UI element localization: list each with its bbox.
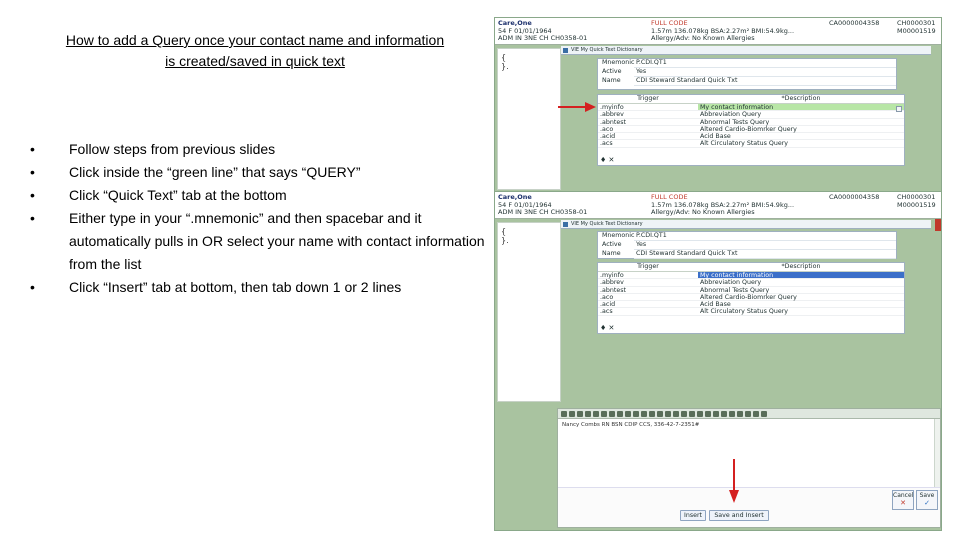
active-field[interactable]: Yes bbox=[634, 241, 896, 250]
mnemonic-field[interactable]: P.CDI.QT1 bbox=[634, 232, 896, 241]
quick-text-list bbox=[597, 262, 905, 334]
document-pane[interactable]: { }. bbox=[497, 222, 561, 402]
save-check-icon: ✓ bbox=[924, 499, 930, 507]
scroll-button[interactable] bbox=[896, 106, 902, 112]
toolbar-button-icon[interactable] bbox=[657, 411, 663, 417]
signature-text[interactable]: Nancy Combs RN BSN CDIP CCS, 336-42-7-2351# bbox=[562, 422, 700, 428]
toolbar-button-icon[interactable] bbox=[593, 411, 599, 417]
patient-header: Care,One 54 F 01/01/1964 ADM IN 3NE CH CH0358-01 FULL CODE 1.57m 136.078kg BSA:2.27m² BMI:54.9kg... Allergy/Adv: No Known Allergies CA0000004358 CH0000301 M00001519 bbox=[495, 192, 941, 219]
toolbar-button-icon[interactable] bbox=[737, 411, 743, 417]
list-row[interactable]: .acs Alt Circulatory Status Query bbox=[598, 308, 904, 315]
toolbar-button-icon[interactable] bbox=[673, 411, 679, 417]
list-row[interactable]: .abntest Abnormal Tests Query bbox=[598, 119, 904, 126]
save-button[interactable]: Save ✓ bbox=[916, 490, 938, 510]
toolbar-button-icon[interactable] bbox=[753, 411, 759, 417]
slide-title-line-1: How to add a Query once your contact name and information bbox=[65, 32, 445, 48]
name-field[interactable]: CDI Steward Standard Quick Txt bbox=[634, 250, 896, 259]
list-row[interactable]: .abbrev Abbreviation Query bbox=[598, 111, 904, 118]
quick-text-form: Mnemonic P.CDI.QT1 Active Yes Name CDI Steward Standard Quick Txt bbox=[597, 231, 897, 259]
save-and-insert-button[interactable]: Save and Insert bbox=[709, 510, 769, 521]
list-row[interactable]: .acid Acid Base bbox=[598, 301, 904, 308]
ehr-screenshot-1 bbox=[494, 17, 942, 193]
toolbar-button-icon[interactable] bbox=[577, 411, 583, 417]
slide-title-line-2: is created/saved in quick text bbox=[165, 53, 345, 69]
text-editor[interactable] bbox=[557, 408, 941, 528]
trigger-column-header[interactable]: Trigger bbox=[637, 95, 659, 102]
toolbar-button-icon[interactable] bbox=[625, 411, 631, 417]
instruction-item: • Click “Insert” tab at bottom, then tab down 1 or 2 lines bbox=[30, 279, 402, 295]
app-icon bbox=[563, 48, 568, 53]
toolbar-button-icon[interactable] bbox=[713, 411, 719, 417]
mnemonic-field[interactable]: P.CDI.QT1 bbox=[634, 59, 896, 68]
instruction-item: • Either type in your “.mnemonic” and then spacebar and it automatically pulls in OR select your name with contact information from the list bbox=[30, 210, 485, 272]
toolbar-button-icon[interactable] bbox=[721, 411, 727, 417]
list-row[interactable]: .abbrev Abbreviation Query bbox=[598, 279, 904, 286]
active-field[interactable]: Yes bbox=[634, 68, 896, 77]
instruction-item: • Click inside the “green line” that says “QUERY” bbox=[30, 164, 361, 180]
list-row-selected[interactable]: .myinfo My contact information bbox=[598, 272, 904, 279]
editor-toolbar bbox=[558, 409, 940, 419]
toolbar-button-icon[interactable] bbox=[689, 411, 695, 417]
red-arrow-down-icon bbox=[727, 458, 741, 504]
instruction-list bbox=[30, 138, 500, 299]
cancel-button[interactable]: Cancel ✕ bbox=[892, 490, 914, 510]
ehr-screenshot-2 bbox=[494, 191, 942, 531]
toolbar-button-icon[interactable] bbox=[665, 411, 671, 417]
description-column-header[interactable]: *Description bbox=[781, 263, 821, 270]
toolbar-button-icon[interactable] bbox=[569, 411, 575, 417]
name-field[interactable]: CDI Steward Standard Quick Txt bbox=[634, 77, 896, 86]
toolbar-button-icon[interactable] bbox=[641, 411, 647, 417]
toolbar-button-icon[interactable] bbox=[745, 411, 751, 417]
toolbar-button-icon[interactable] bbox=[681, 411, 687, 417]
editor-scrollbar[interactable] bbox=[934, 419, 940, 489]
toolbar-button-icon[interactable] bbox=[761, 411, 767, 417]
list-row[interactable]: .aco Altered Cardio-Biomrker Query bbox=[598, 294, 904, 301]
toolbar-button-icon[interactable] bbox=[601, 411, 607, 417]
list-row[interactable]: .abntest Abnormal Tests Query bbox=[598, 287, 904, 294]
toolbar-button-icon[interactable] bbox=[633, 411, 639, 417]
red-arrow-right-icon bbox=[557, 100, 597, 114]
cancel-x-icon: ✕ bbox=[900, 499, 906, 507]
editor-button-bar bbox=[558, 487, 940, 527]
document-pane[interactable]: { }. bbox=[497, 48, 561, 190]
quick-text-form: Mnemonic P.CDI.QT1 Active Yes Name CDI Steward Standard Quick Txt bbox=[597, 58, 897, 90]
toolbar-button-icon[interactable] bbox=[561, 411, 567, 417]
code-status: FULL CODE bbox=[651, 19, 688, 27]
description-column-header[interactable]: *Description bbox=[781, 95, 821, 102]
toolbar-button-icon[interactable] bbox=[705, 411, 711, 417]
list-footer-icons[interactable]: ♦ ✕ bbox=[600, 155, 615, 164]
slide-title bbox=[10, 30, 500, 72]
header-alert-flag bbox=[935, 219, 941, 231]
toolbar-button-icon[interactable] bbox=[609, 411, 615, 417]
quick-text-list bbox=[597, 94, 905, 166]
trigger-column-header[interactable]: Trigger bbox=[637, 263, 659, 270]
list-footer-icons[interactable]: ♦ ✕ bbox=[600, 323, 615, 332]
toolbar-button-icon[interactable] bbox=[729, 411, 735, 417]
instruction-item: • Follow steps from previous slides bbox=[30, 141, 276, 157]
toolbar-button-icon[interactable] bbox=[585, 411, 591, 417]
patient-header: Care,One 54 F 01/01/1964 ADM IN 3NE CH CH0358-01 FULL CODE 1.57m 136.078kg BSA:2.27m² BMI:54.9kg... Allergy/Adv: No Known Allergies CA0000004358 CH0000301 M00001519 bbox=[495, 18, 941, 45]
list-row-selected[interactable]: .myinfo My contact information bbox=[598, 104, 904, 111]
insert-button[interactable]: Insert bbox=[680, 510, 706, 521]
list-row[interactable]: .acs Alt Circulatory Status Query bbox=[598, 140, 904, 147]
list-row[interactable]: .aco Altered Cardio-Biomrker Query bbox=[598, 126, 904, 133]
app-icon bbox=[563, 222, 568, 227]
code-status: FULL CODE bbox=[651, 193, 688, 201]
toolbar-button-icon[interactable] bbox=[649, 411, 655, 417]
instruction-item: • Click “Quick Text” tab at the bottom bbox=[30, 187, 287, 203]
list-row[interactable]: .acid Acid Base bbox=[598, 133, 904, 140]
toolbar-button-icon[interactable] bbox=[697, 411, 703, 417]
quick-text-dialog-title: VIE My Quick Text Dictionary bbox=[561, 220, 931, 229]
quick-text-dialog-title: VIE My Quick Text Dictionary bbox=[561, 46, 931, 55]
toolbar-button-icon[interactable] bbox=[617, 411, 623, 417]
